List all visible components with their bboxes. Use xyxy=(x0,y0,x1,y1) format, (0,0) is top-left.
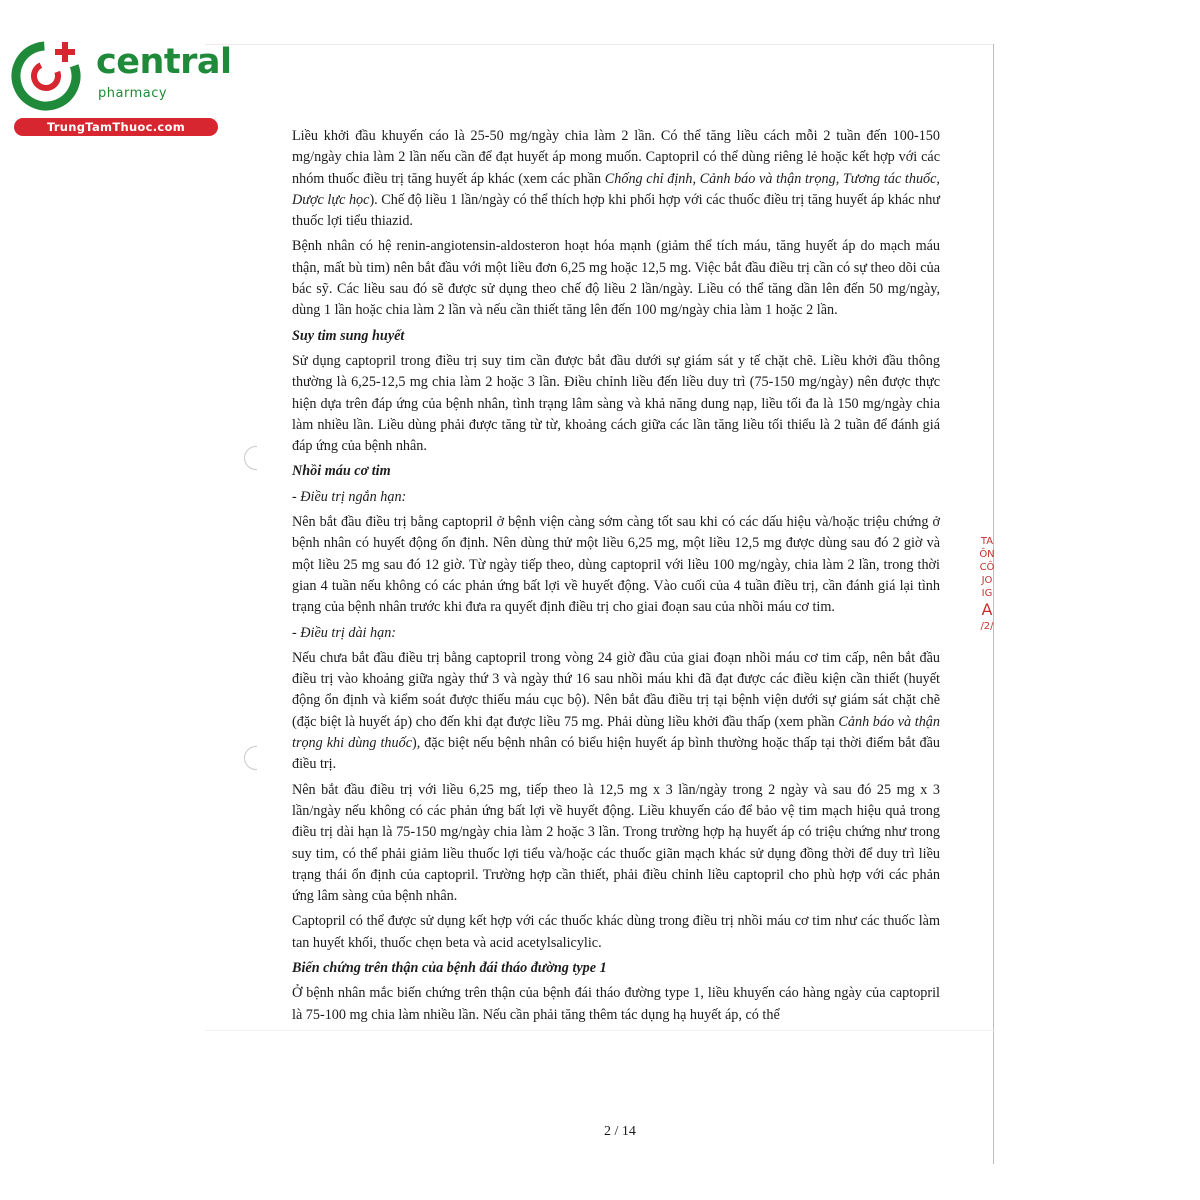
paragraph: Sử dụng captopril trong điều trị suy tim cần được bắt đầu dưới sự giám sát y tế chặt chẽ. Liều khởi đầu thông thường là 6,25-12,5 mg chia làm 2 hoặc 3 lần. Điều chỉnh liều đến liều duy trì (75-150 mg/ngày) nên được thực hiện dựa trên đáp ứng của bệnh nhân, tình trạng lâm sàng và khả năng dung nạp, liều tối đa là 150 mg/ngày chia làm nhiều lần. Liều dùng phải được tăng từ từ, khoảng cách giữa các lần tăng liều tối thiểu là 2 tuần để đánh giá đáp ứng của bệnh nhân. xyxy=(292,352,940,455)
central-pharmacy-logo[interactable] xyxy=(10,36,232,136)
logo-subtitle: pharmacy xyxy=(98,86,168,101)
document-body xyxy=(292,126,940,1030)
scan-edge-top xyxy=(205,44,995,45)
central-pharmacy-logo-mark-icon xyxy=(10,36,86,112)
section-heading: Suy tim sung huyết xyxy=(292,327,405,344)
section-heading: Biến chứng trên thận của bệnh đái tháo đường type 1 xyxy=(292,959,607,976)
paragraph: Nên bắt đầu điều trị với liều 6,25 mg, tiếp theo là 12,5 mg x 3 lần/ngày trong 2 ngày và sau đó 25 mg x 3 lần/ngày nếu không có các phản ứng bất lợi về huyết động. Liều khuyến cáo để bảo vệ tim mạch hiệu quả trong điều trị dài hạn là 75-150 mg/ngày chia làm 2 hoặc 3 lần. Trong trường hợp hạ huyết áp có triệu chứng như trong suy tim, có thể phải giảm liều thuốc lợi tiểu và/hoặc các thuốc giãn mạch khác sử dụng đồng thời để duy trì liều trạng thái ổn định của captopril. Trường hợp cần thiết, phải điều chỉnh liều captopril cho phù hợp với các phản ứng lâm sàng của bệnh nhân. xyxy=(292,781,940,905)
paragraph: Nên bắt đầu điều trị bằng captopril ở bệnh viện càng sớm càng tốt sau khi có các dấu hiệu và/hoặc triệu chứng ở bệnh nhân có huyết động ổn định. Nên dùng thử một liều 6,25 mg, một liều 12,5 mg được dùng sau đó 2 giờ và một liều 25 mg sau đó 12 giờ. Từ ngày tiếp theo, dùng captopril với liều 100 mg/ngày, chia làm 2 lần, trong thời gian 4 tuần nếu không có các phản ứng bất lợi về huyết động. Vào cuối của 4 tuần điều trị, cần đánh giá lại tình trạng của bệnh nhân trước khi đưa ra quyết định điều trị cho giai đoạn sau của nhồi máu cơ tim. xyxy=(292,514,940,616)
logo-brand-name: central xyxy=(96,42,232,82)
paragraph: Nếu chưa bắt đầu điều trị bằng captopril trong vòng 24 giờ đầu của giai đoạn nhồi máu cơ tim cấp, nên bắt đầu điều trị vào khoảng giữa ngày thứ 3 và ngày thứ 16 sau nhồi máu khi đã đạt được các điều kiện cần thiết (huyết động ổn định và kiểm soát được thiếu máu cục bộ). Nên bắt đầu điều trị tại bệnh viện dưới sự giám sát chặt chẽ (đặc biệt là huyết áp) cho đến khi đạt được liều 75 mg. Phải dùng liều khởi đầu thấp (xem phần Cảnh báo và thận trọng khi dùng thuốc), đặc biệt nếu bệnh nhân có biểu hiện huyết áp bình thường hoặc thấp tại thời điểm bắt đầu điều trị. xyxy=(292,649,940,773)
punch-hole-mark xyxy=(244,446,257,470)
paragraph: Liều khởi đầu khuyến cáo là 25-50 mg/ngày chia làm 2 lần. Có thể tăng liều cách mỗi 2 tuần đến 100-150 mg/ngày chia làm 2 lần nếu cần để đạt huyết áp mong muốn. Captopril có thể dùng riêng lẻ hoặc kết hợp với các nhóm thuốc điều trị tăng huyết áp khác (xem các phần Chống chỉ định, Cảnh báo và thận trọng, Tương tác thuốc, Dược lực học). Chế độ liều 1 lần/ngày có thể thích hợp khi phối hợp với các thuốc điều trị tăng huyết áp khác như thuốc lợi tiểu thiazid. xyxy=(292,128,940,230)
subsection-heading: - Điều trị ngắn hạn: xyxy=(292,488,407,505)
red-margin-stamp xyxy=(978,535,996,685)
paragraph: Ở bệnh nhân mắc biến chứng trên thận của bệnh đái tháo đường type 1, liều khuyến cáo hàng ngày của captopril là 75-100 mg chia làm nhiều lần. Nếu cần phải tăng thêm tác dụng hạ huyết áp, có thể xyxy=(292,985,940,1023)
paragraph: Captopril có thể được sử dụng kết hợp với các thuốc khác dùng trong điều trị nhồi máu cơ tim như các thuốc làm tan huyết khối, thuốc chẹn beta và acid acetylsalicylic. xyxy=(292,913,940,951)
stamp-text: IG xyxy=(981,588,993,599)
section-heading: Nhồi máu cơ tim xyxy=(292,463,391,480)
page-number: 2 / 14 xyxy=(604,1124,636,1139)
stamp-text: ÔN xyxy=(979,549,995,560)
paragraph: Bệnh nhân có hệ renin-angiotensin-aldosteron hoạt hóa mạnh (giảm thể tích máu, tăng huyết áp do mạch máu thận, mất bù tim) nên bắt đầu với một liều đơn 6,25 mg hoặc 12,5 mg. Việc bắt đầu điều trị cần có sự theo dõi của bác sỹ. Các liều sau đó sẽ được sử dụng theo chế độ liều 2 lần/ngày. Liều có thể tăng dần lên đến 50 mg/ngày, dùng 1 lần hoặc chia làm 2 lần và nếu cần thiết tăng lên đến 100 mg/ngày chia làm 1 hoặc 2 lần. xyxy=(292,238,940,319)
stamp-text: A xyxy=(981,600,993,619)
stamp-text: CÔ xyxy=(979,562,995,573)
punch-hole-mark xyxy=(244,746,257,770)
stamp-text: JO xyxy=(981,575,993,586)
subsection-heading: - Điều trị dài hạn: xyxy=(292,624,397,641)
stamp-text: TA xyxy=(980,536,994,547)
scan-fold-line xyxy=(205,1030,995,1031)
stamp-text: /2/ xyxy=(980,621,994,632)
logo-url-badge[interactable]: TrungTamThuoc.com xyxy=(14,118,218,136)
